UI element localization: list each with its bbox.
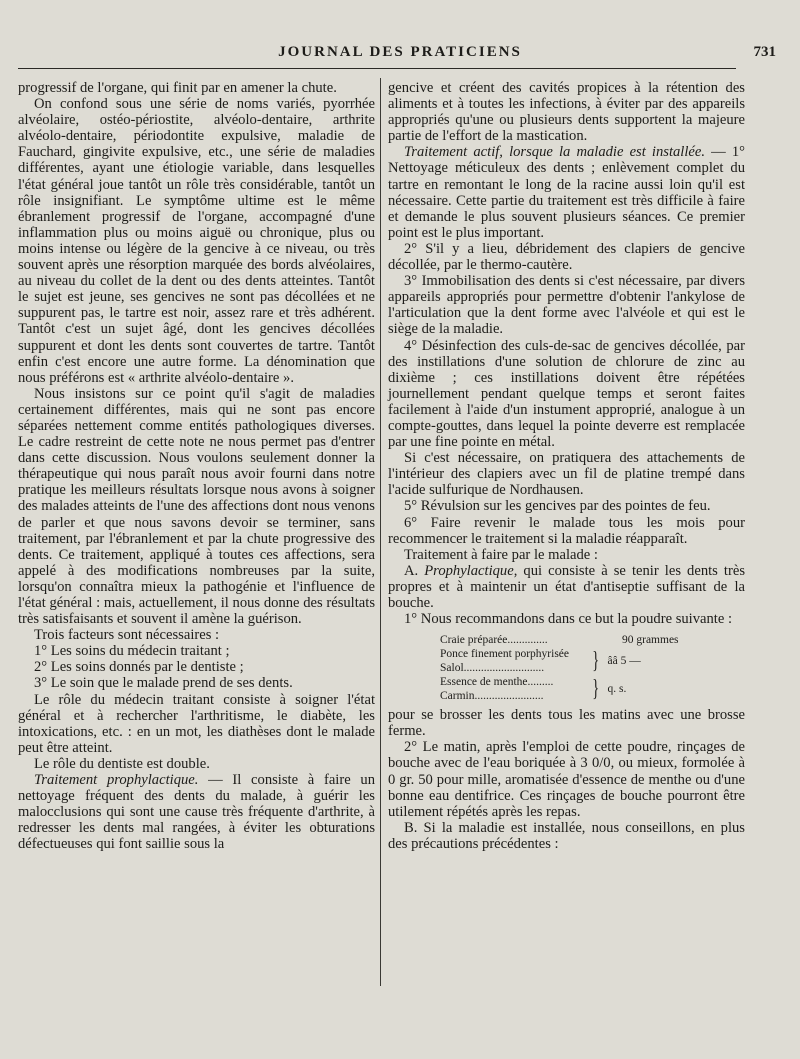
formula-group-items [440,675,590,703]
ingredient-name: Craie préparée.............. [440,634,548,647]
ingredient-name: Salol............................ [440,662,545,675]
brace-icon: } [592,648,600,675]
paragraph: B. Si la maladie est installée, nous conseillons, en plus des précautions précédentes : [388,819,745,852]
formula-group [440,647,700,675]
paragraph: gencive et créent des cavités propices à la rétention des aliments et à toutes les infections, à éviter par des appareils appropriés qu'une ou plusieurs dents supportent la majeure partie de l'effort de la mastication. [388,80,745,145]
paragraph: 3° Immobilisation des dents si c'est nécessaire, par divers appareils appropriés pour permettre d'obtenir l'ankylose de l'articulation que la dent forme avec l'alvéole et qui est le siège de la maladie. [388,273,745,338]
paragraph: Le rôle du dentiste est double. [34,755,210,772]
ingredient-quantity: 90 grammes [622,634,679,647]
ingredient-name: Essence de menthe......... [440,676,554,689]
formula-group-items [440,647,590,675]
running-title: JOURNAL DES PRATICIENS [278,44,522,60]
left-column [18,80,375,853]
page-number: 731 [753,44,776,60]
header-rule [18,68,736,69]
ingredient-quantity: ââ 5 — [607,655,641,668]
list-item: 2° Les soins donnés par le dentiste ; [34,659,244,676]
ingredient-quantity: q. s. [607,683,627,696]
paragraph: 1° Nous recommandons dans ce but la poudre suivante : [404,611,733,628]
paragraph [388,563,745,611]
paragraph: 6° Faire revenir le malade tous les mois pour recommencer le traitement si la maladie réapparaît. [388,514,745,547]
paragraph: Nous insistons sur ce point qu'il s'agit de maladies certainement différentes, mais qui ne sont pas encore séparées nettement comme entités pathologiques diverses. Le cadre restreint de cette note ne nous permet pas d'entrer dans cette discussion. Nous voulons seulement donner la thérapeutique qui nous paraît nous avoir fourni dans notre pratique les meilleurs résultats lorsque nous avons à soigner des malades atteints de l'une des affections dont nous venons de parler et que nous savons devoir se terminer, sans traitement, par l'ébranlement et par la chute progressive des dents. Ce traitement, appliqué à toutes ces affections, sera appelé à des modifications nombreuses par la suite, lorsqu'on connaîtra mieux la pathogénie et l'influence de l'état général : mais, actuellement, il nous donne des résultats très satisfaisants et souvent il amène la guérison. [18,385,375,628]
brace-icon: } [592,676,600,703]
paragraph: progressif de l'organe, qui finit par en amener la chute. [18,80,337,96]
section-heading: Prophylactique [424,562,514,579]
paragraph-text: — Il consiste à faire un nettoyage fréquent des dents du malade, à guérir les malocclusions qui sont une cause très fréquente d'arthrite, à redresser les dents mal rangées, à éviter les obturations défectueuses qui font saillie sous la [18,772,375,853]
formula-row [440,633,700,647]
list-item: 3° Le soin que le malade prend de ses dents. [34,675,293,692]
paragraph [18,772,375,852]
paragraph-text: , qui consiste à se tenir les dents très propres et à maintenir un état d'antiseptie suffisant de la bouche. [388,562,746,611]
paragraph-text: — 1° Nettoyage méticuleux des dents ; enlèvement complet du tartre en remontant le long de la racine aussi loin qu'il est nécessaire. Cette partie du traitement est très difficile à faire et demande le plus souvent plusieurs séances. Ce premier point est le plus important. [388,144,745,241]
paragraph: Trois facteurs sont nécessaires : [34,627,220,644]
paragraph: pour se brosser les dents tous les matins avec une brosse ferme. [388,707,745,740]
paragraph: Si c'est nécessaire, on pratiquera des attachements de l'intérieur des clapiers avec un fil de platine trempé dans l'acide sulfurique de Nordhausen. [388,450,745,499]
paragraph: On confond sous une série de noms variés, pyorrhée alvéolaire, ostéo-périostite, alvéolo-dentaire, arthrite alvéolo-dentaire, périodontite expulsive, maladie de Fauchard, gingivite expulsive, etc., une série de maladies différentes, ayant une étiologie variable, dans lesquelles l'état général joue tantôt un rôle très considérable, tantôt un rôle insignifiant. Le symptôme ultime est le même ébranlement progressif de l'organe, accompagné d'une inflammation plus ou moins aiguë ou chronique, plus ou moins intense ou légère de la gencive à ce niveau, ou très souvent après une résorption marquée des bords alvéolaires, au niveau du collet de la dent ou des dents atteintes. Tantôt le sujet est jeune, ses gencives ne sont pas décollées et ne suppurent pas, le tartre est noir, assez rare et très adhérent. Tantôt c'est un sujet âgé, dont les gencives décollées suppurent et dont les dents sont couvertes de tartre. Tantôt enfin c'est encore une autre forme. La dénomination que nous préférons est « arthrite alvéolo-dentaire ». [18,96,375,386]
paragraph: 2° S'il y a lieu, débridement des clapiers de gencive décollée, par le thermo-cautère. [388,240,745,274]
prescription-formula [440,633,700,703]
formula-group [440,675,700,703]
paragraph [388,144,745,241]
list-item: 1° Les soins du médecin traitant ; [34,643,230,660]
section-heading: Traitement actif, lorsque la maladie est installée. [404,144,706,161]
paragraph-text: A. [404,562,425,579]
right-column [388,80,745,852]
section-heading: Traitement prophylactique. [34,772,199,789]
paragraph: 2° Le matin, après l'emploi de cette poudre, rinçages de bouche avec de l'eau boriquée à 3 0/0, ou mieux, formolée à 0 gr. 50 pour mille, aromatisée d'essence de menthe ou d'une bonne eau dentifrice. Ces rinçages de bouche pourront être utilement répétés après les repas. [388,739,745,820]
ingredient-name: Ponce finement porphyrisée [440,648,570,661]
paragraph: 5° Révulsion sur les gencives par des pointes de feu. [404,498,711,515]
paragraph: Traitement à faire par le malade : [404,546,598,563]
ingredient-name: Carmin........................ [440,690,544,703]
paragraph: Le rôle du médecin traitant consiste à soigner l'état général et à rechercher l'arthritisme, le diabète, les intoxications, etc. : en un mot, les diathèses dont le malade peut être atteint. [18,691,375,756]
column-divider [380,78,381,986]
paragraph: 4° Désinfection des culs-de-sac de gencives décollée, par des instillations d'une solution de chlorure de zinc au dixième ; ces instillations doivent être répétées journellement pendant quelque temps et seront faites facilement à l'aide d'un instument approprié, analogue à un compte-gouttes, dans lequel la pointe deverre est remplacée par une fine pointe en métal. [388,337,745,451]
